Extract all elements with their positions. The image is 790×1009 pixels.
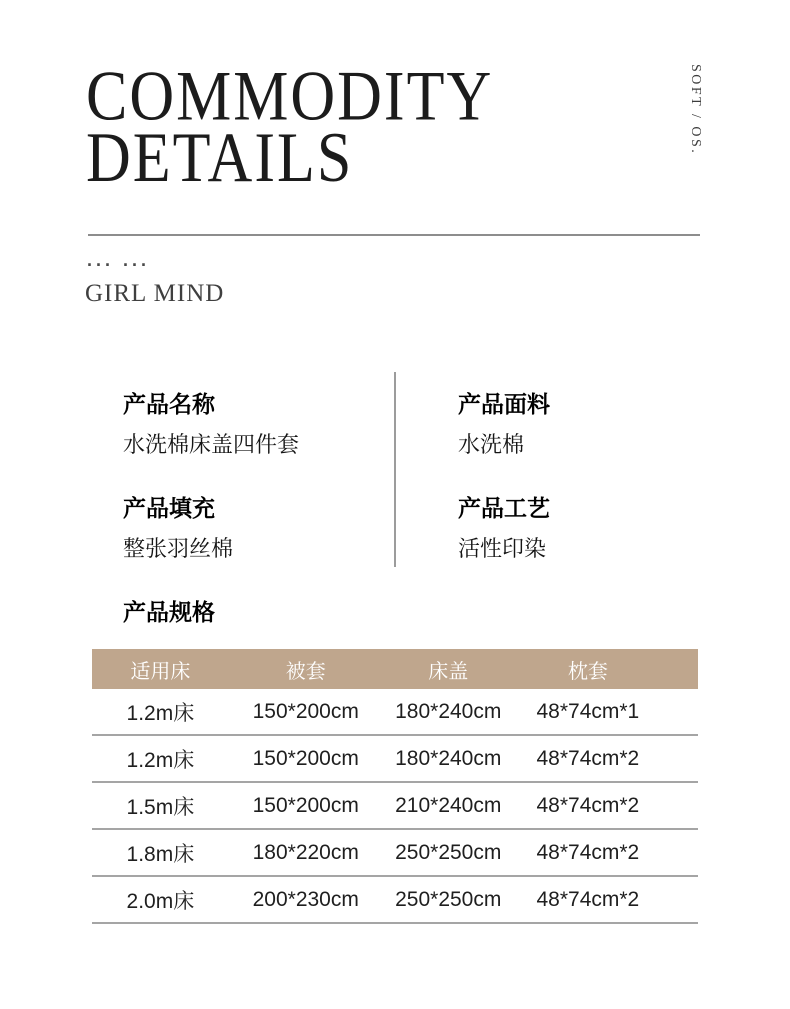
info-label: 产品面料: [458, 391, 550, 417]
cell-pillowcase: 48*74cm*2: [536, 840, 640, 864]
table-row: [92, 783, 698, 830]
spec-table: [92, 649, 698, 924]
cell-bed-cover: 250*250cm: [395, 887, 502, 911]
info-item-product-filling: [123, 490, 233, 563]
table-row: [92, 736, 698, 783]
cell-bed: 1.2m床: [126, 748, 195, 772]
specs-title: 产品规格: [123, 599, 215, 625]
cell-bed-cover: 180*240cm: [395, 699, 502, 723]
cell-duvet-cover: 180*220cm: [252, 840, 359, 864]
side-caption: SOFT / OS.: [688, 64, 703, 156]
page-title-line1: COMMODITY: [86, 58, 494, 136]
table-row: [92, 830, 698, 877]
spec-table-header-row: [92, 649, 698, 689]
cell-bed-cover: 180*240cm: [395, 746, 502, 770]
cell-duvet-cover: 150*200cm: [252, 793, 359, 817]
cell-bed: 1.8m床: [126, 842, 195, 866]
info-label: 产品工艺: [458, 495, 550, 521]
table-row: [92, 689, 698, 736]
info-item-product-name: [123, 386, 299, 459]
cell-bed: 2.0m床: [126, 889, 195, 913]
info-label: 产品名称: [123, 391, 215, 417]
divider-line: [88, 234, 700, 236]
column-header-pillowcase: 枕套: [567, 660, 608, 683]
cell-duvet-cover: 150*200cm: [252, 746, 359, 770]
cell-duvet-cover: 150*200cm: [252, 699, 359, 723]
info-label: 产品填充: [123, 495, 215, 521]
cell-bed: 1.5m床: [126, 795, 195, 819]
page-title: [86, 58, 494, 198]
cell-pillowcase: 48*74cm*1: [536, 699, 640, 723]
cell-bed-cover: 250*250cm: [395, 840, 502, 864]
table-row: [92, 877, 698, 924]
info-value: 整张羽丝棉: [123, 536, 234, 561]
cell-pillowcase: 48*74cm*2: [536, 746, 640, 770]
cell-pillowcase: 48*74cm*2: [536, 793, 640, 817]
cell-bed: 1.2m床: [126, 701, 195, 725]
info-item-product-craft: [458, 490, 550, 563]
info-item-product-fabric: [458, 386, 550, 459]
info-value: 活性印染: [458, 536, 547, 561]
column-header-bed-cover: 床盖: [428, 660, 469, 683]
column-header-bed: 适用床: [130, 660, 191, 683]
cell-bed-cover: 210*240cm: [395, 793, 502, 817]
cell-duvet-cover: 200*230cm: [252, 887, 359, 911]
cell-pillowcase: 48*74cm*2: [536, 887, 640, 911]
info-value: 水洗棉: [458, 432, 525, 457]
decorative-dots: ... ...: [87, 250, 151, 270]
column-divider: [394, 372, 396, 567]
brand-text: GIRL MIND: [85, 280, 225, 307]
page-title-line2: DETAILS: [86, 119, 354, 198]
column-header-duvet-cover: 被套: [285, 660, 326, 683]
info-value: 水洗棉床盖四件套: [123, 432, 300, 457]
